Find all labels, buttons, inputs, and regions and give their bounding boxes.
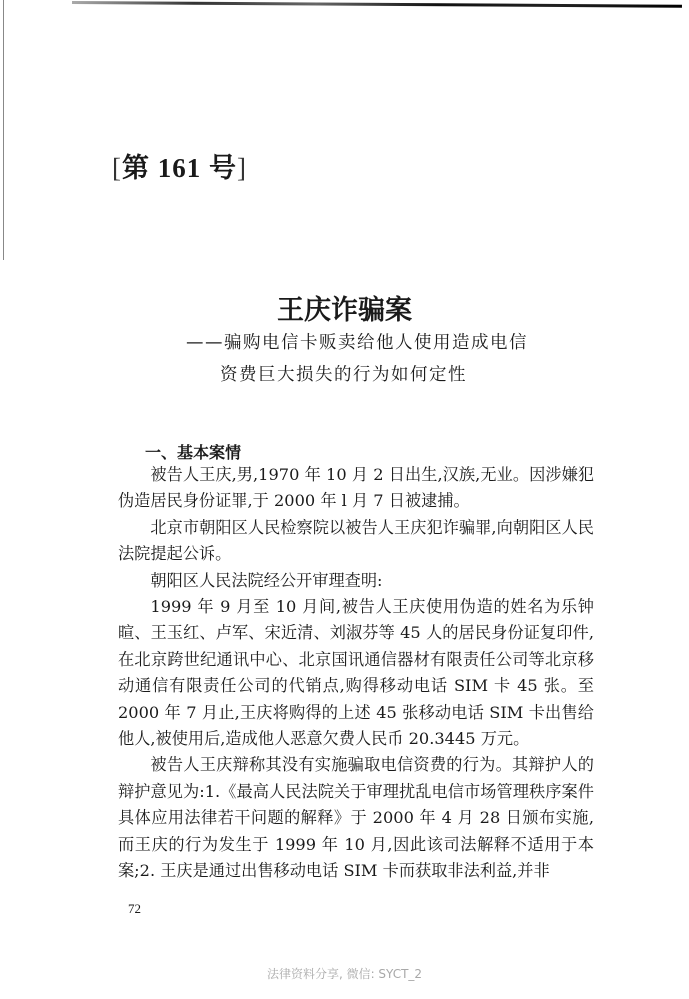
paragraph: 北京市朝阳区人民检察院以被告人王庆犯诈骗罪,向朝阳区人民法院提起公诉。 — [118, 517, 594, 564]
section-heading: 一、基本案情 — [145, 443, 242, 462]
subtitle-line-2: 资费巨大损失的行为如何定性 — [220, 365, 467, 385]
body-text — [118, 462, 594, 885]
subtitle-line-1: ——骗购电信卡贩卖给他人使用造成电信 — [186, 333, 528, 353]
left-border-line — [3, 0, 4, 260]
case-subtitle — [186, 327, 528, 391]
case-number-label: 第 161 号 — [122, 153, 237, 183]
case-title: 王庆诈骗案 — [277, 295, 412, 326]
open-bracket: [ — [112, 153, 122, 183]
paragraph: 被告人王庆辩称其没有实施骗取电信资费的行为。其辩护人的辩护意见为:1.《最高人民法院关于审理扰乱电信市场管理秩序案件具体应用法律若干问题的解释》于 2000 年 4 月 28 日颁布实施,而王庆的行为发生于 1999 年 10 月,因此该司法解释不适用于本案;2. 王庆是通过出售移动电话 SIM 卡而获取非法利益,并非 — [118, 755, 594, 881]
page-number: 72 — [128, 901, 141, 916]
close-bracket: ] — [237, 153, 247, 183]
paragraph: 朝阳区人民法院经公开审理查明: — [150, 570, 383, 590]
top-border-line — [72, 1, 682, 8]
case-number — [112, 146, 247, 185]
paragraph: 被告人王庆,男,1970 年 10 月 2 日出生,汉族,无业。因涉嫌犯伪造居民身份证罪,于 2000 年 l 月 7 日被逮捕。 — [118, 465, 594, 511]
watermark: 法律资料分享, 微信: SYCT_2 — [266, 967, 423, 981]
paragraph: 1999 年 9 月至 10 月间,被告人王庆使用伪造的姓名为乐钟暄、王玉红、卢军、宋近清、刘淑芬等 45 人的居民身份证复印件,在北京跨世纪通讯中心、北京国讯通信器材有限责任公司等北京移动通信有限责任公司的代销点,购得移动电话 SIM 卡 45 张。至 2000 年 7 月止,王庆将购得的上述 45 张移动电话 SIM 卡出售给他人,被使用后,造成他人恶意欠费人民币 20.3445 万元。 — [118, 597, 594, 749]
